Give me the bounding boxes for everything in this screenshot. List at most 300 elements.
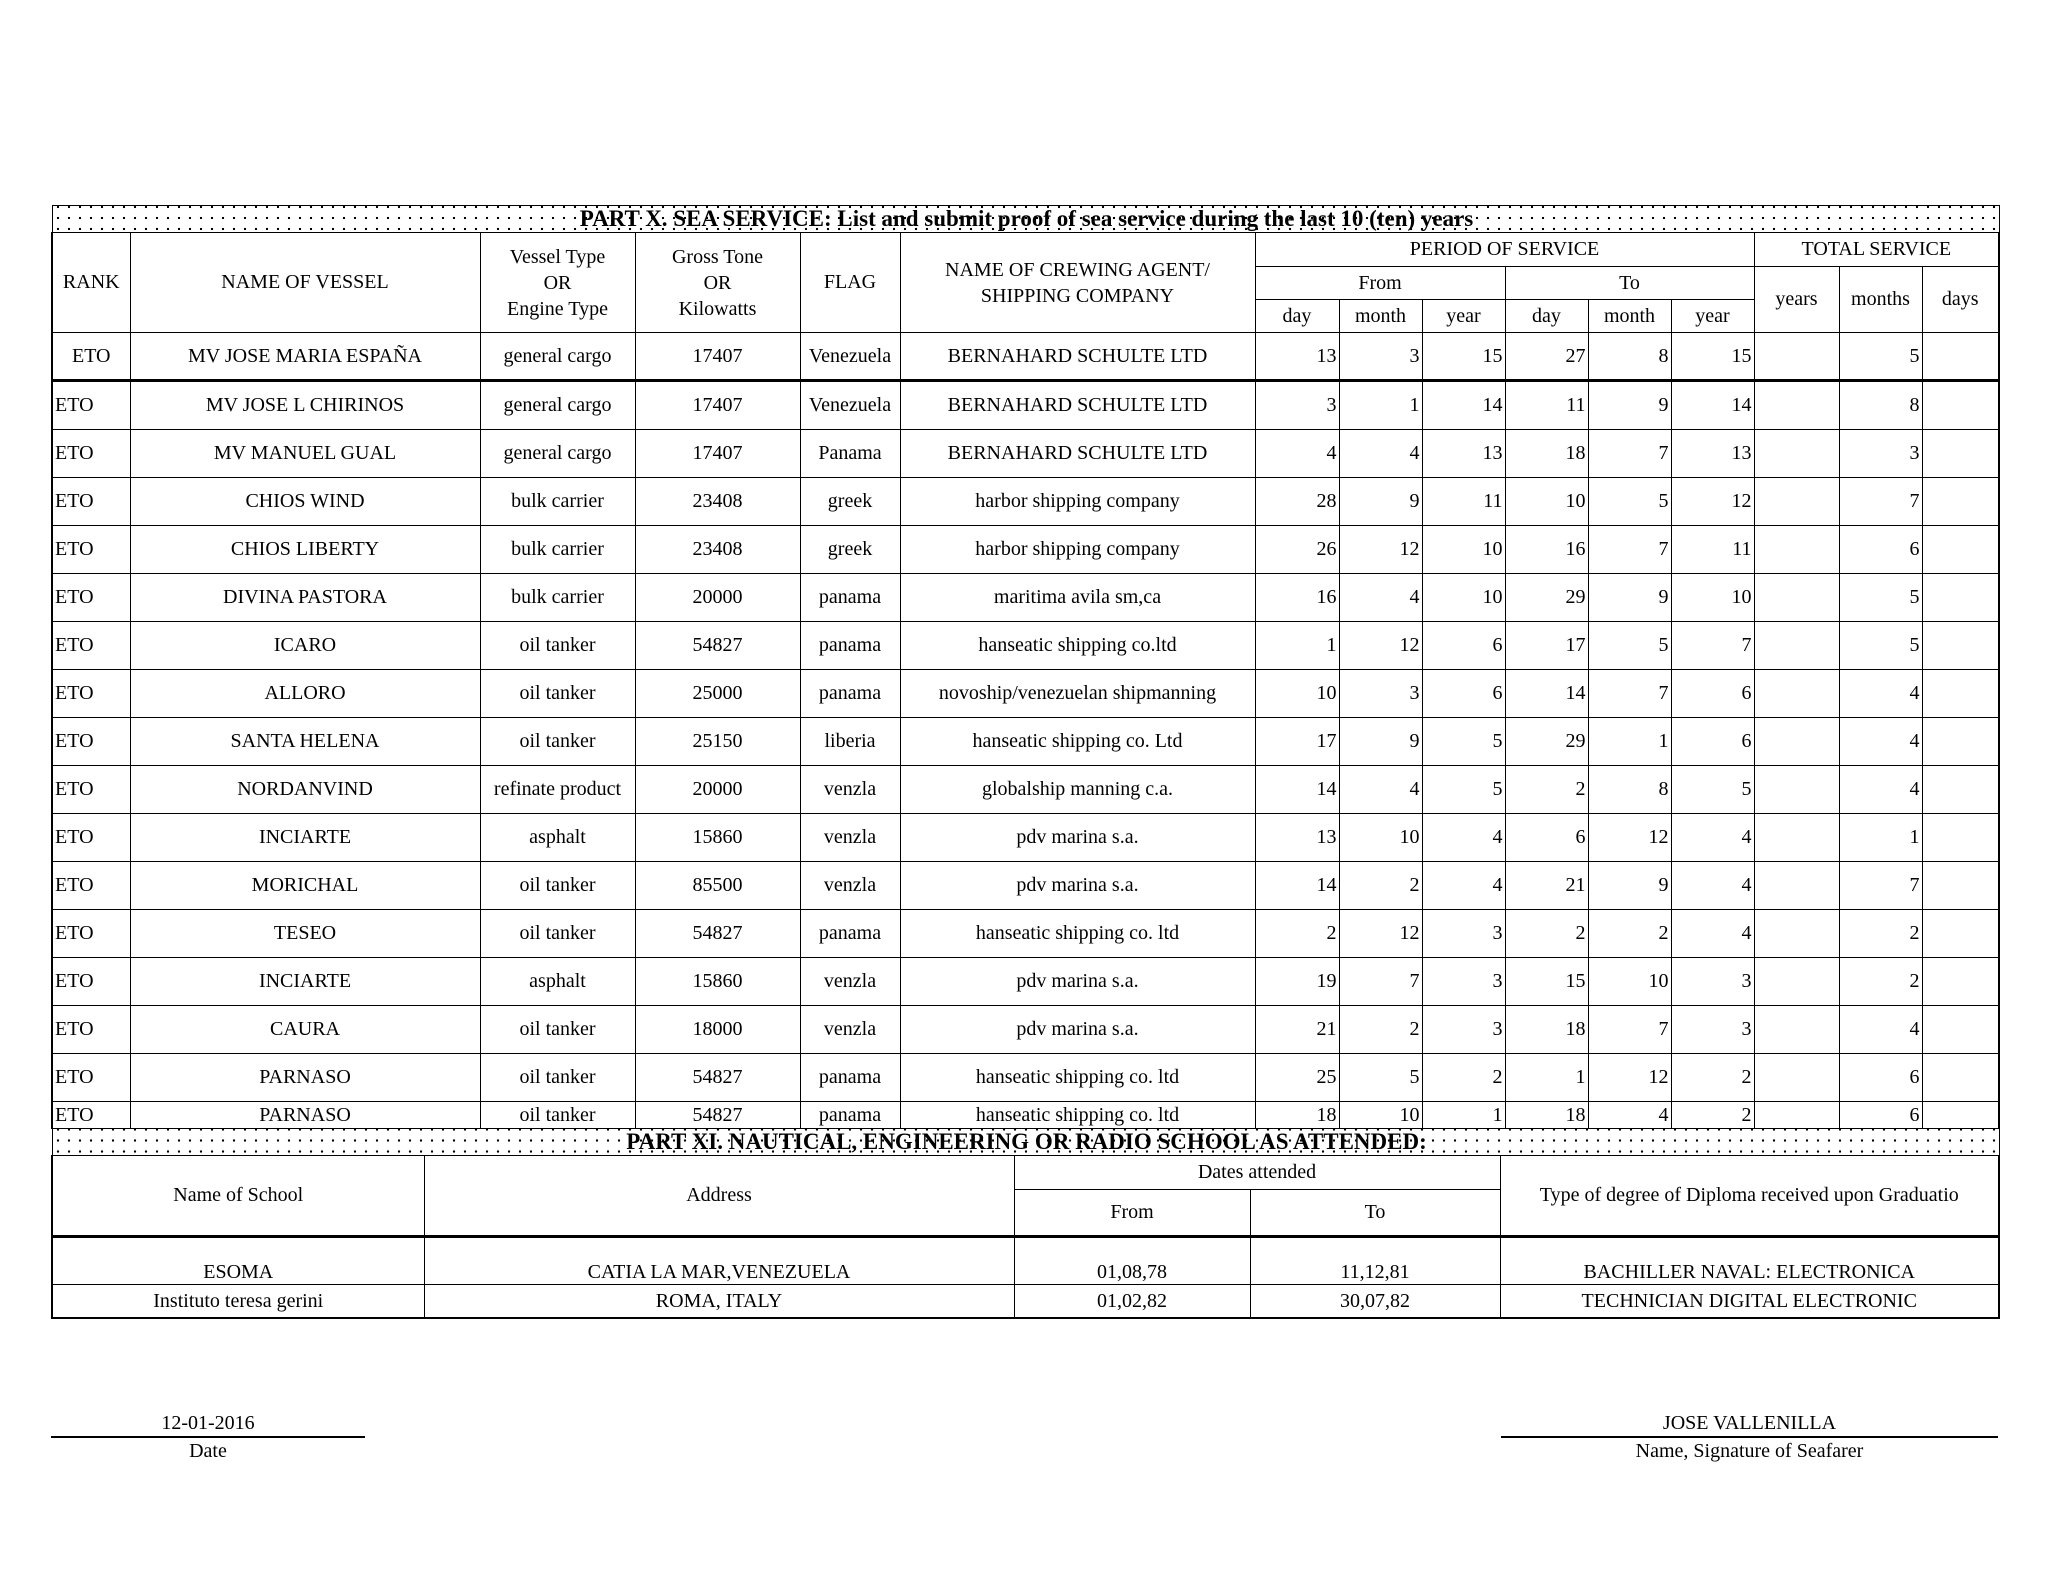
total-months-cell: 1	[1839, 814, 1922, 862]
total-days-cell	[1922, 430, 1999, 478]
header-from-year: year	[1422, 300, 1505, 333]
from-day-cell: 3	[1255, 381, 1339, 430]
table-row	[52, 381, 1999, 430]
rank-cell: ETO	[52, 622, 130, 670]
to-day-cell: 2	[1505, 766, 1588, 814]
vessel-cell: CHIOS WIND	[130, 478, 480, 526]
flag-cell: venzla	[800, 766, 900, 814]
gross-tone-cell: 54827	[635, 1054, 800, 1102]
from-month-cell: 12	[1339, 910, 1422, 958]
vessel-cell: TESEO	[130, 910, 480, 958]
total-days-cell	[1922, 718, 1999, 766]
total-years-cell	[1754, 622, 1839, 670]
to-day-cell: 14	[1505, 670, 1588, 718]
rank-cell: ETO	[52, 574, 130, 622]
to-year-cell: 2	[1671, 1102, 1754, 1129]
gross-tone-cell: 54827	[635, 910, 800, 958]
rank-cell: ETO	[52, 766, 130, 814]
rank-cell: ETO	[52, 430, 130, 478]
rank-cell: ETO	[52, 814, 130, 862]
to-month-cell: 7	[1588, 526, 1671, 574]
school-name-cell: Instituto teresa gerini	[52, 1285, 424, 1319]
to-month-cell: 7	[1588, 1006, 1671, 1054]
from-month-cell: 2	[1339, 1006, 1422, 1054]
agent-cell: harbor shipping company	[900, 526, 1255, 574]
total-months-cell: 5	[1839, 622, 1922, 670]
header-school: Name of School	[52, 1156, 424, 1237]
from-month-cell: 4	[1339, 574, 1422, 622]
to-day-cell: 2	[1505, 910, 1588, 958]
to-day-cell: 27	[1505, 333, 1588, 381]
vessel-cell: MV MANUEL GUAL	[130, 430, 480, 478]
header-vessel: NAME OF VESSEL	[130, 233, 480, 333]
from-month-cell: 3	[1339, 333, 1422, 381]
to-year-cell: 14	[1671, 381, 1754, 430]
to-month-cell: 9	[1588, 862, 1671, 910]
vessel-cell: SANTA HELENA	[130, 718, 480, 766]
from-day-cell: 17	[1255, 718, 1339, 766]
gross-tone-cell: 23408	[635, 526, 800, 574]
table-row	[52, 862, 1999, 910]
to-day-cell: 29	[1505, 718, 1588, 766]
form-sheet	[51, 205, 1998, 1319]
vessel-type-cell: asphalt	[480, 814, 635, 862]
total-days-cell	[1922, 862, 1999, 910]
from-year-cell: 5	[1422, 718, 1505, 766]
total-days-cell	[1922, 574, 1999, 622]
vessel-cell: MV JOSE L CHIRINOS	[130, 381, 480, 430]
agent-cell: globalship manning c.a.	[900, 766, 1255, 814]
vessel-cell: INCIARTE	[130, 814, 480, 862]
total-months-cell: 4	[1839, 1006, 1922, 1054]
date-value: 12-01-2016	[161, 1412, 255, 1434]
from-year-cell: 3	[1422, 958, 1505, 1006]
from-day-cell: 14	[1255, 766, 1339, 814]
header-from-month: month	[1339, 300, 1422, 333]
vessel-cell: CAURA	[130, 1006, 480, 1054]
to-month-cell: 12	[1588, 814, 1671, 862]
header-from: From	[1255, 267, 1505, 300]
total-years-cell	[1754, 333, 1839, 381]
total-months-cell: 8	[1839, 381, 1922, 430]
gross-tone-cell: 85500	[635, 862, 800, 910]
total-days-cell	[1922, 958, 1999, 1006]
vessel-type-cell: oil tanker	[480, 622, 635, 670]
from-day-cell: 16	[1255, 574, 1339, 622]
table-row	[52, 958, 1999, 1006]
total-years-cell	[1754, 910, 1839, 958]
vessel-type-cell: asphalt	[480, 958, 635, 1006]
to-year-cell: 15	[1671, 333, 1754, 381]
table-row	[52, 1006, 1999, 1054]
from-year-cell: 11	[1422, 478, 1505, 526]
flag-cell: greek	[800, 478, 900, 526]
gross-tone-cell: 17407	[635, 381, 800, 430]
total-years-cell	[1754, 1102, 1839, 1129]
to-day-cell: 6	[1505, 814, 1588, 862]
gross-tone-cell: 20000	[635, 766, 800, 814]
rank-cell: ETO	[52, 862, 130, 910]
gross-tone-cell: 15860	[635, 814, 800, 862]
total-days-cell	[1922, 670, 1999, 718]
flag-cell: liberia	[800, 718, 900, 766]
header-from-day: day	[1255, 300, 1339, 333]
rank-cell: ETO	[52, 381, 130, 430]
rank-cell: ETO	[52, 670, 130, 718]
table-row	[52, 1054, 1999, 1102]
gross-tone-cell: 25000	[635, 670, 800, 718]
flag-cell: panama	[800, 1054, 900, 1102]
to-year-cell: 2	[1671, 1054, 1754, 1102]
from-year-cell: 2	[1422, 1054, 1505, 1102]
to-day-cell: 15	[1505, 958, 1588, 1006]
to-day-cell: 18	[1505, 1006, 1588, 1054]
header-rank: RANK	[52, 233, 130, 333]
from-month-cell: 10	[1339, 1102, 1422, 1129]
total-months-cell: 6	[1839, 526, 1922, 574]
to-year-cell: 5	[1671, 766, 1754, 814]
to-month-cell: 9	[1588, 574, 1671, 622]
from-month-cell: 2	[1339, 862, 1422, 910]
to-month-cell: 8	[1588, 333, 1671, 381]
table-row	[52, 814, 1999, 862]
rank-cell: ETO	[52, 958, 130, 1006]
agent-cell: hanseatic shipping co. ltd	[900, 910, 1255, 958]
school-table	[51, 1129, 2000, 1319]
table-row	[52, 526, 1999, 574]
gross-tone-cell: 18000	[635, 1006, 800, 1054]
from-year-cell: 3	[1422, 1006, 1505, 1054]
from-day-cell: 18	[1255, 1102, 1339, 1129]
agent-cell: pdv marina s.a.	[900, 958, 1255, 1006]
to-day-cell: 16	[1505, 526, 1588, 574]
flag-cell: Venezuela	[800, 381, 900, 430]
to-year-cell: 13	[1671, 430, 1754, 478]
degree-cell: TECHNICIAN DIGITAL ELECTRONIC	[1500, 1285, 1999, 1319]
vessel-cell: MORICHAL	[130, 862, 480, 910]
vessel-cell: PARNASO	[130, 1102, 480, 1129]
to-year-cell: 12	[1671, 478, 1754, 526]
sea-service-table	[51, 205, 2000, 1129]
from-day-cell: 25	[1255, 1054, 1339, 1102]
vessel-type-cell: oil tanker	[480, 718, 635, 766]
gross-tone-cell: 15860	[635, 958, 800, 1006]
total-days-cell	[1922, 478, 1999, 526]
total-years-cell	[1754, 718, 1839, 766]
to-year-cell: 11	[1671, 526, 1754, 574]
total-years-cell	[1754, 766, 1839, 814]
table-row	[52, 333, 1999, 381]
header-to-year: year	[1671, 300, 1754, 333]
gross-tone-cell: 17407	[635, 430, 800, 478]
header-flag: FLAG	[800, 233, 900, 333]
from-day-cell: 1	[1255, 622, 1339, 670]
from-day-cell: 2	[1255, 910, 1339, 958]
from-month-cell: 4	[1339, 430, 1422, 478]
date-label: Date	[189, 1440, 227, 1462]
to-day-cell: 21	[1505, 862, 1588, 910]
total-years-cell	[1754, 1054, 1839, 1102]
from-month-cell: 1	[1339, 381, 1422, 430]
header-months: months	[1839, 267, 1922, 333]
vessel-type-cell: bulk carrier	[480, 478, 635, 526]
agent-cell: hanseatic shipping co. ltd	[900, 1102, 1255, 1129]
vessel-cell: PARNASO	[130, 1054, 480, 1102]
flag-cell: panama	[800, 622, 900, 670]
table-row	[52, 574, 1999, 622]
from-day-cell: 19	[1255, 958, 1339, 1006]
total-months-cell: 4	[1839, 718, 1922, 766]
total-days-cell	[1922, 1054, 1999, 1102]
agent-cell: pdv marina s.a.	[900, 814, 1255, 862]
flag-cell: Venezuela	[800, 333, 900, 381]
school-rows	[52, 1237, 1999, 1319]
to-day-cell: 10	[1505, 478, 1588, 526]
total-months-cell: 7	[1839, 478, 1922, 526]
header-to: To	[1505, 267, 1754, 300]
header-gross-tone: Gross Tone OR Kilowatts	[635, 233, 800, 333]
rank-cell: ETO	[52, 1006, 130, 1054]
header-address: Address	[424, 1156, 1014, 1237]
from-month-cell: 9	[1339, 478, 1422, 526]
table-row	[52, 1237, 1999, 1285]
to-month-cell: 5	[1588, 622, 1671, 670]
total-days-cell	[1922, 766, 1999, 814]
to-year-cell: 4	[1671, 910, 1754, 958]
table-row	[52, 622, 1999, 670]
header-vessel-type: Vessel Type OR Engine Type	[480, 233, 635, 333]
from-year-cell: 1	[1422, 1102, 1505, 1129]
flag-cell: venzla	[800, 1006, 900, 1054]
to-year-cell: 3	[1671, 1006, 1754, 1054]
agent-cell: pdv marina s.a.	[900, 1006, 1255, 1054]
vessel-type-cell: general cargo	[480, 430, 635, 478]
agent-cell: harbor shipping company	[900, 478, 1255, 526]
vessel-type-cell: oil tanker	[480, 862, 635, 910]
from-year-cell: 4	[1422, 814, 1505, 862]
table-row	[52, 766, 1999, 814]
vessel-type-cell: refinate product	[480, 766, 635, 814]
header-date-to: To	[1250, 1190, 1500, 1237]
rank-cell: ETO	[52, 333, 130, 381]
degree-cell: BACHILLER NAVAL: ELECTRONICA	[1500, 1237, 1999, 1285]
part-x-title: PART X. SEA SERVICE: List and submit proof of sea service during the last 10 (ten) years	[52, 206, 1999, 233]
to-year-cell: 7	[1671, 622, 1754, 670]
total-months-cell: 4	[1839, 766, 1922, 814]
from-day-cell: 13	[1255, 333, 1339, 381]
total-months-cell: 2	[1839, 958, 1922, 1006]
total-days-cell	[1922, 910, 1999, 958]
from-month-cell: 5	[1339, 1054, 1422, 1102]
agent-cell: maritima avila sm,ca	[900, 574, 1255, 622]
rank-cell: ETO	[52, 526, 130, 574]
total-years-cell	[1754, 381, 1839, 430]
from-month-cell: 10	[1339, 814, 1422, 862]
from-year-cell: 10	[1422, 526, 1505, 574]
vessel-type-cell: bulk carrier	[480, 526, 635, 574]
rank-cell: ETO	[52, 1054, 130, 1102]
vessel-cell: CHIOS LIBERTY	[130, 526, 480, 574]
flag-cell: panama	[800, 574, 900, 622]
gross-tone-cell: 54827	[635, 622, 800, 670]
flag-cell: panama	[800, 1102, 900, 1129]
from-day-cell: 10	[1255, 670, 1339, 718]
vessel-type-cell: oil tanker	[480, 910, 635, 958]
header-to-month: month	[1588, 300, 1671, 333]
header-days: days	[1922, 267, 1999, 333]
vessel-cell: ICARO	[130, 622, 480, 670]
rank-cell: ETO	[52, 910, 130, 958]
total-years-cell	[1754, 574, 1839, 622]
total-years-cell	[1754, 1006, 1839, 1054]
table-row	[52, 910, 1999, 958]
gross-tone-cell: 25150	[635, 718, 800, 766]
flag-cell: greek	[800, 526, 900, 574]
vessel-type-cell: oil tanker	[480, 670, 635, 718]
to-month-cell: 5	[1588, 478, 1671, 526]
to-day-cell: 1	[1505, 1054, 1588, 1102]
to-month-cell: 4	[1588, 1102, 1671, 1129]
agent-cell: hanseatic shipping co. ltd	[900, 1054, 1255, 1102]
date-to-cell: 11,12,81	[1250, 1237, 1500, 1285]
vessel-type-cell: oil tanker	[480, 1102, 635, 1129]
table-row	[52, 478, 1999, 526]
total-years-cell	[1754, 478, 1839, 526]
part-xi-title: PART XI. NAUTICAL, ENGINEERING OR RADIO SCHOOL AS ATTENDED:	[52, 1129, 1999, 1156]
to-year-cell: 4	[1671, 862, 1754, 910]
to-month-cell: 8	[1588, 766, 1671, 814]
to-year-cell: 3	[1671, 958, 1754, 1006]
header-dates-attended: Dates attended	[1014, 1156, 1500, 1190]
gross-tone-cell: 54827	[635, 1102, 800, 1129]
sea-service-rows	[52, 333, 1999, 1129]
from-year-cell: 15	[1422, 333, 1505, 381]
vessel-type-cell: general cargo	[480, 381, 635, 430]
to-month-cell: 1	[1588, 718, 1671, 766]
rank-cell: ETO	[52, 718, 130, 766]
vessel-type-cell: general cargo	[480, 333, 635, 381]
to-day-cell: 17	[1505, 622, 1588, 670]
table-row	[52, 670, 1999, 718]
date-signature-block	[51, 1410, 365, 1464]
address-cell: ROMA, ITALY	[424, 1285, 1014, 1319]
from-day-cell: 13	[1255, 814, 1339, 862]
header-total: TOTAL SERVICE	[1754, 233, 1999, 267]
from-day-cell: 28	[1255, 478, 1339, 526]
to-year-cell: 6	[1671, 670, 1754, 718]
rank-cell: ETO	[52, 1102, 130, 1129]
total-years-cell	[1754, 862, 1839, 910]
header-to-day: day	[1505, 300, 1588, 333]
total-years-cell	[1754, 814, 1839, 862]
total-months-cell: 3	[1839, 430, 1922, 478]
header-date-from: From	[1014, 1190, 1250, 1237]
agent-cell: pdv marina s.a.	[900, 862, 1255, 910]
total-days-cell	[1922, 333, 1999, 381]
school-name-cell: ESOMA	[52, 1237, 424, 1285]
header-years: years	[1754, 267, 1839, 333]
rank-cell: ETO	[52, 478, 130, 526]
total-years-cell	[1754, 958, 1839, 1006]
from-year-cell: 6	[1422, 622, 1505, 670]
vessel-cell: INCIARTE	[130, 958, 480, 1006]
to-year-cell: 10	[1671, 574, 1754, 622]
to-day-cell: 11	[1505, 381, 1588, 430]
from-month-cell: 12	[1339, 622, 1422, 670]
total-days-cell	[1922, 1102, 1999, 1129]
flag-cell: venzla	[800, 958, 900, 1006]
from-year-cell: 5	[1422, 766, 1505, 814]
total-years-cell	[1754, 670, 1839, 718]
seafarer-name: JOSE VALLENILLA	[1662, 1412, 1837, 1434]
vessel-cell: DIVINA PASTORA	[130, 574, 480, 622]
from-day-cell: 14	[1255, 862, 1339, 910]
from-day-cell: 21	[1255, 1006, 1339, 1054]
total-days-cell	[1922, 381, 1999, 430]
agent-cell: BERNAHARD SCHULTE LTD	[900, 333, 1255, 381]
date-from-cell: 01,08,78	[1014, 1237, 1250, 1285]
from-month-cell: 4	[1339, 766, 1422, 814]
total-months-cell: 7	[1839, 862, 1922, 910]
to-day-cell: 18	[1505, 430, 1588, 478]
from-day-cell: 26	[1255, 526, 1339, 574]
flag-cell: panama	[800, 670, 900, 718]
to-day-cell: 29	[1505, 574, 1588, 622]
to-month-cell: 12	[1588, 1054, 1671, 1102]
total-days-cell	[1922, 1006, 1999, 1054]
agent-cell: BERNAHARD SCHULTE LTD	[900, 430, 1255, 478]
total-days-cell	[1922, 814, 1999, 862]
gross-tone-cell: 17407	[635, 333, 800, 381]
from-month-cell: 3	[1339, 670, 1422, 718]
flag-cell: Panama	[800, 430, 900, 478]
total-months-cell: 2	[1839, 910, 1922, 958]
address-cell: CATIA LA MAR,VENEZUELA	[424, 1237, 1014, 1285]
to-day-cell: 18	[1505, 1102, 1588, 1129]
table-row	[52, 718, 1999, 766]
flag-cell: panama	[800, 910, 900, 958]
to-month-cell: 7	[1588, 670, 1671, 718]
from-month-cell: 7	[1339, 958, 1422, 1006]
total-months-cell: 4	[1839, 670, 1922, 718]
flag-cell: venzla	[800, 862, 900, 910]
total-days-cell	[1922, 622, 1999, 670]
from-year-cell: 6	[1422, 670, 1505, 718]
vessel-type-cell: bulk carrier	[480, 574, 635, 622]
seafarer-label: Name, Signature of Seafarer	[1635, 1440, 1864, 1462]
header-agent: NAME OF CREWING AGENT/ SHIPPING COMPANY	[900, 233, 1255, 333]
from-year-cell: 10	[1422, 574, 1505, 622]
agent-cell: novoship/venezuelan shipmanning	[900, 670, 1255, 718]
date-from-cell: 01,02,82	[1014, 1285, 1250, 1319]
to-month-cell: 10	[1588, 958, 1671, 1006]
to-year-cell: 4	[1671, 814, 1754, 862]
from-year-cell: 3	[1422, 910, 1505, 958]
vessel-type-cell: oil tanker	[480, 1054, 635, 1102]
seafarer-signature-block	[1501, 1410, 1998, 1464]
total-days-cell	[1922, 526, 1999, 574]
from-year-cell: 14	[1422, 381, 1505, 430]
table-row	[52, 430, 1999, 478]
vessel-type-cell: oil tanker	[480, 1006, 635, 1054]
total-years-cell	[1754, 430, 1839, 478]
to-year-cell: 6	[1671, 718, 1754, 766]
vessel-cell: MV JOSE MARIA ESPAÑA	[130, 333, 480, 381]
gross-tone-cell: 20000	[635, 574, 800, 622]
to-month-cell: 7	[1588, 430, 1671, 478]
to-month-cell: 9	[1588, 381, 1671, 430]
total-months-cell: 5	[1839, 333, 1922, 381]
